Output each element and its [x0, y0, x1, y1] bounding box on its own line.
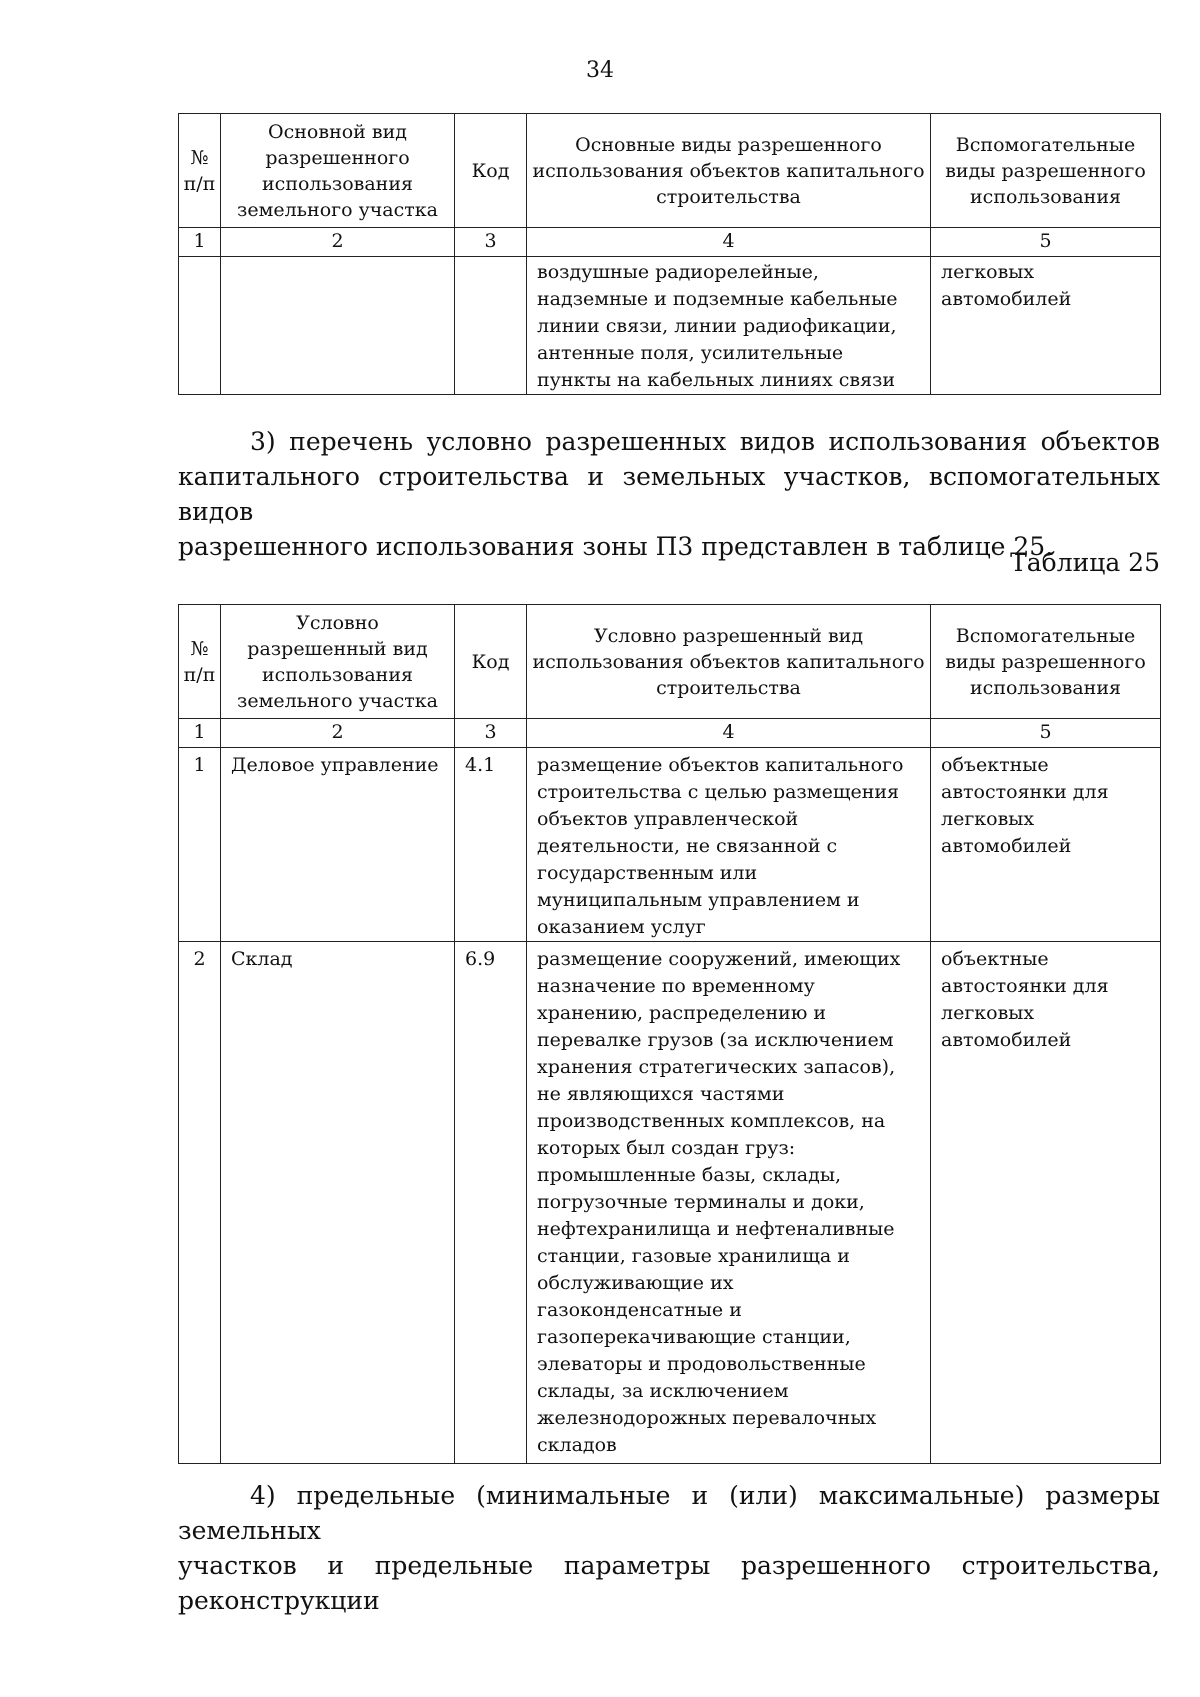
table-row — [179, 257, 1161, 395]
table2-header-code: Код — [455, 605, 527, 719]
table1-colnum-5: 5 — [931, 228, 1161, 257]
table2-row2-num: 2 — [179, 942, 221, 1464]
paragraph-3-line-2: капитального строительства и земельных участков, вспомогательных видов — [178, 462, 1160, 526]
table2-row1-type: Деловое управление — [221, 748, 455, 942]
paragraph-4 — [178, 1478, 1160, 1618]
table2-header-description: Условно разрешенный вид использования объектов капитального строительства — [527, 605, 931, 719]
table1-colnum-4: 4 — [527, 228, 931, 257]
table1-header-code: Код — [455, 114, 527, 228]
paragraph-3-line-1: 3) перечень условно разрешенных видов использования объектов — [250, 427, 1160, 456]
table1-cell-type — [221, 257, 455, 395]
table1-colnum-1: 1 — [179, 228, 221, 257]
table2-row1-auxiliary: объектные автостоянки для легковых автомобилей — [931, 748, 1161, 942]
table2-colnum-3: 3 — [455, 719, 527, 748]
table1-header-row — [179, 114, 1161, 228]
table-main-use-continuation — [178, 113, 1161, 395]
paragraph-3-line-3: разрешенного использования зоны П3 представлен в таблице 25. — [178, 532, 1054, 561]
table1-colnum-2: 2 — [221, 228, 455, 257]
table2-colnum-row — [179, 719, 1161, 748]
table2-row2-type: Склад — [221, 942, 455, 1464]
table1-cell-code — [455, 257, 527, 395]
paragraph-4-line-2: участков и предельные параметры разрешенного строительства, реконструкции — [178, 1551, 1160, 1615]
table1-header-description: Основные виды разрешенного использования объектов капитального строительства — [527, 114, 931, 228]
table2-header-auxiliary: Вспомогательные виды разрешенного использования — [931, 605, 1161, 719]
table-row — [179, 748, 1161, 942]
table1-header-num: № п/п — [179, 114, 221, 228]
page-number: 34 — [586, 58, 614, 83]
table1-cell-auxiliary: легковых автомобилей — [931, 257, 1161, 395]
table2-row2-auxiliary: объектные автостоянки для легковых автомобилей — [931, 942, 1161, 1464]
table2-row1-code: 4.1 — [455, 748, 527, 942]
table1-cell-num — [179, 257, 221, 395]
table2-colnum-1: 1 — [179, 719, 221, 748]
table2-row1-num: 1 — [179, 748, 221, 942]
table2-header-row — [179, 605, 1161, 719]
table-caption: Таблица 25 — [1010, 548, 1160, 577]
table2-colnum-5: 5 — [931, 719, 1161, 748]
paragraph-4-line-1: 4) предельные (минимальные и (или) максимальные) размеры земельных — [178, 1481, 1160, 1545]
table-row — [179, 942, 1161, 1464]
table1-cell-description: воздушные радиорелейные, надземные и подземные кабельные линии связи, линии радиофикации, антенные поля, усилительные пункты на кабельных линиях связи — [527, 257, 931, 395]
table1-header-type: Основной вид разрешенного использования земельного участка — [221, 114, 455, 228]
table1-colnum-row — [179, 228, 1161, 257]
table2-row1-description: размещение объектов капитального строительства с целью размещения объектов управленческой деятельности, не связанной с государственным или муниципальным управлением и оказанием услуг — [527, 748, 931, 942]
table2-header-num: № п/п — [179, 605, 221, 719]
table2-row2-code: 6.9 — [455, 942, 527, 1464]
paragraph-3 — [178, 424, 1160, 564]
table2-colnum-4: 4 — [527, 719, 931, 748]
table1-colnum-3: 3 — [455, 228, 527, 257]
table1-header-auxiliary: Вспомогательные виды разрешенного использования — [931, 114, 1161, 228]
table-25 — [178, 604, 1161, 1464]
table2-colnum-2: 2 — [221, 719, 455, 748]
table2-header-type: Условно разрешенный вид использования земельного участка — [221, 605, 455, 719]
table2-row2-description: размещение сооружений, имеющих назначение по временному хранению, распределению и перевалке грузов (за исключением хранения стратегических запасов), не являющихся частями производственных комплексов, на которых был создан груз: промышленные базы, склады, погрузочные терминалы и доки, нефтехранилища и нефтеналивные станции, газовые хранилища и обслуживающие их газоконденсатные и газоперекачивающие станции, элеваторы и продовольственные склады, за исключением железнодорожных перевалочных складов — [527, 942, 931, 1464]
